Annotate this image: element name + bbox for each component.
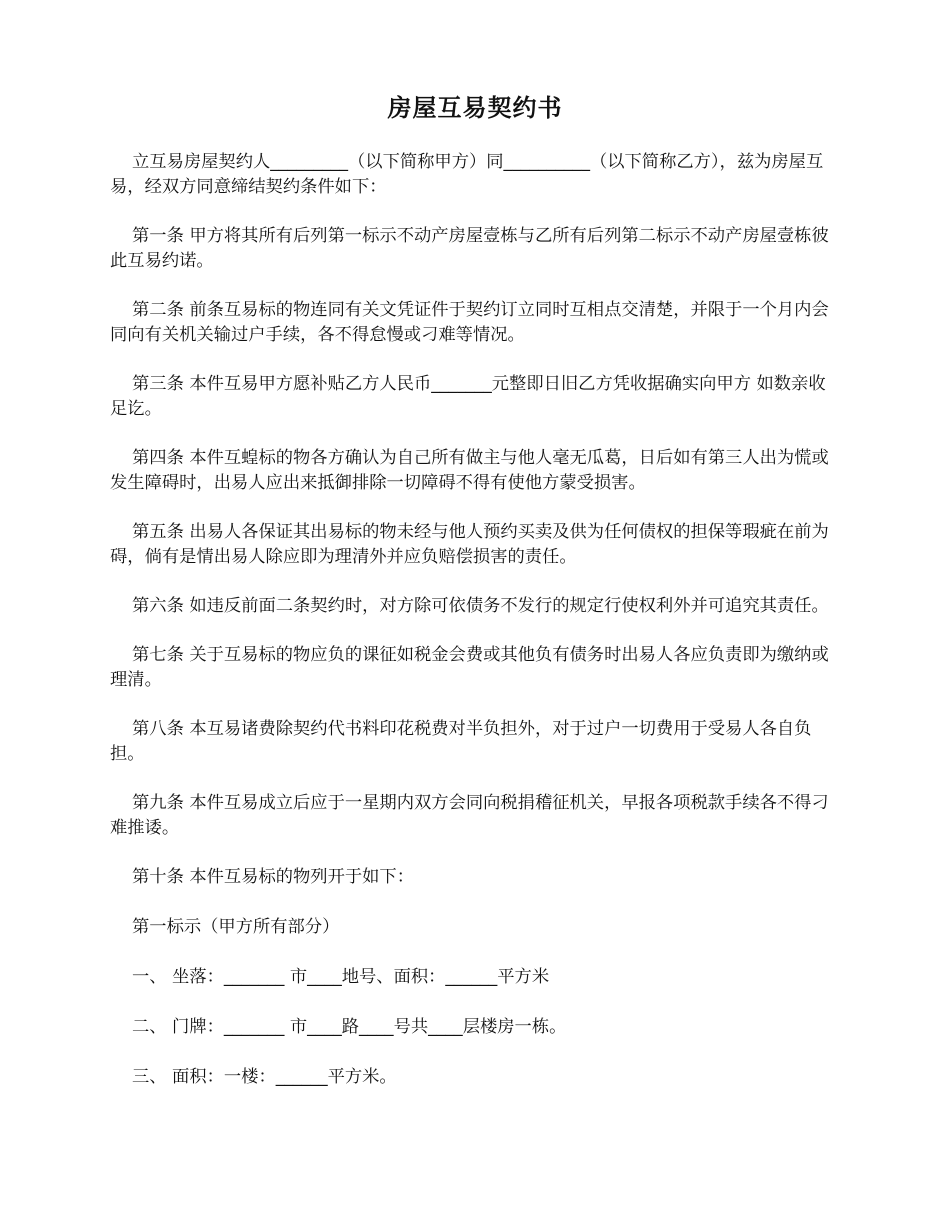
article-8: 第八条 本互易诸费除契约代书料印花税费对半负担外，对于过户一切费用于受易人各自负担。 [110, 719, 812, 764]
article-9: 第九条 本件互易成立后应于一星期内双方会同向税捐稽征机关，早报各项税款手续各不得刁难推诿。 [110, 793, 829, 838]
document-body [110, 150, 830, 1090]
article-4: 第四条 本件互蝗标的物各方确认为自己所有做主与他人毫无瓜葛，日后如有第三人出为慌或发生障碍时，出易人应出来抵御排除一切障碍不得有使他方蒙受损害。 [110, 448, 829, 493]
article-7: 第七条 关于互易标的物应负的课征如税金会费或其他负有债务时出易人各应负责即为缴纳或理清。 [110, 645, 829, 690]
article-1: 第一条 甲方将其所有后列第一标示不动产房屋壹栋与乙所有后列第二标示不动产房屋壹栋彼此互易约诺。 [110, 226, 829, 271]
article-10: 第十条 本件互易标的物列开于如下： [132, 867, 414, 887]
article-5: 第五条 出易人各保证其出易标的物未经与他人预约买卖及供为任何债权的担保等瑕疵在前为碍，倘有是情出易人除应即为理清外并应负赔偿损害的责任。 [110, 522, 829, 567]
preamble-paragraph: 立互易房屋契约人_________（以下简称甲方）同__________（以下简称乙方），兹为房屋互易，经双方同意缔结契约条件如下： [110, 152, 824, 197]
article-3: 第三条 本件互易甲方愿补贴乙方人民币_______元整即日旧乙方凭收据确实向甲方 如数亲收足讫。 [110, 374, 826, 419]
listing-item-location: 一、 坐落：_______ 市____地号、面积：______平方米 [132, 967, 550, 987]
listing-item-address: 二、 门牌：_______ 市____路____号共____层楼房一栋。 [132, 1017, 567, 1037]
document-title: 房屋互易契约书 [387, 94, 563, 122]
article-2: 第二条 前条互易标的物连同有关文凭证件于契约订立同时互相点交清楚，并限于一个月内会同向有关机关输过户手续，各不得怠慢或刁难等情况。 [110, 300, 829, 345]
article-6: 第六条 如违反前面二条契约时，对方除可依债务不发行的规定行使权利外并可追究其责任。 [132, 596, 829, 616]
listing-item-area: 三、 面积：一楼：______平方米。 [132, 1067, 397, 1087]
first-listing-heading: 第一标示（甲方所有部分） [132, 917, 340, 937]
